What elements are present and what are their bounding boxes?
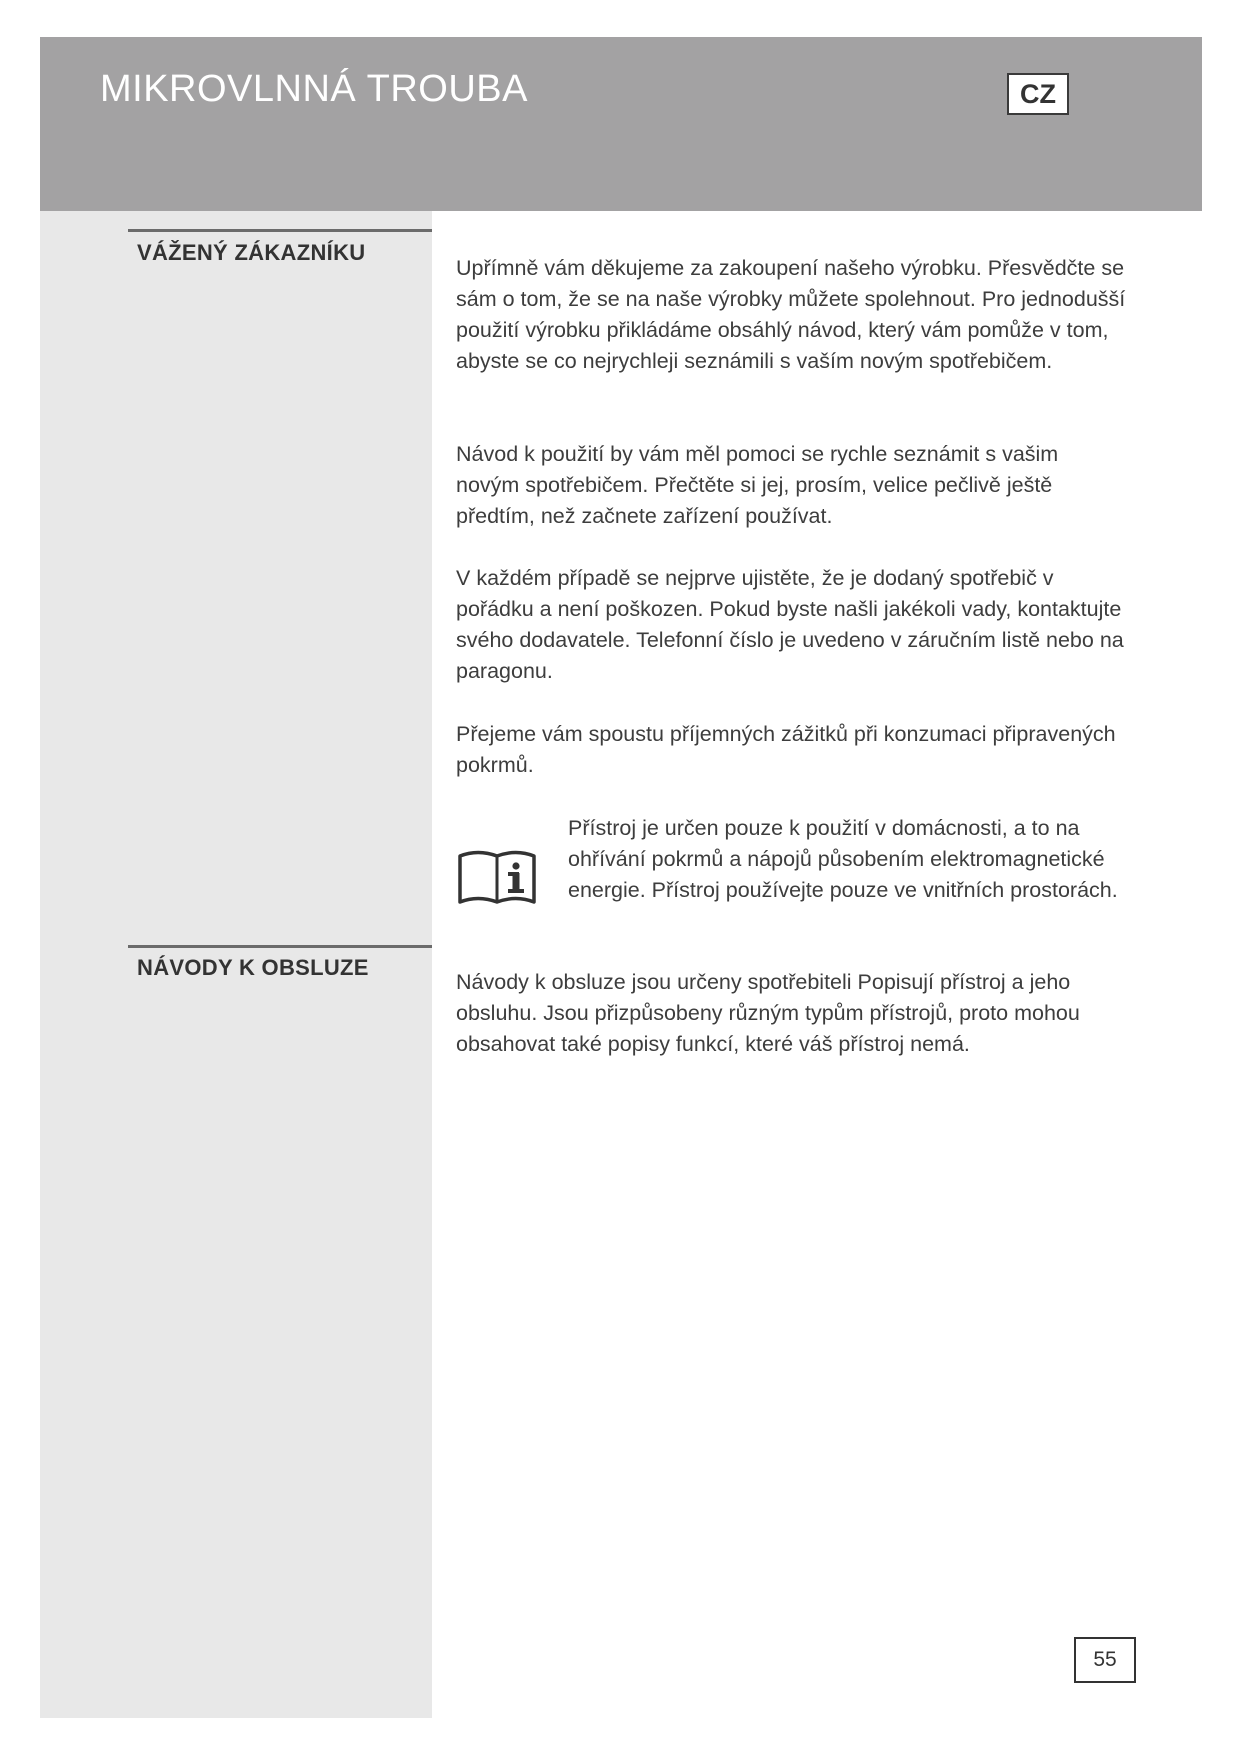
- intro-paragraph-1: Upřímně vám děkujeme za zakoupení našeho výrobku. Přesvědčte se sám o tom, že se na naše výrobky můžete spolehnout. Pro jednodušší použití výrobku přikládáme obsáhlý návod, který vám pomůže v tom, abyste se co nejrychleji seznámili s vaším novým spotřebičem.: [456, 256, 1126, 373]
- intro-paragraph-2: Návod k použití by vám měl pomoci se rychle seznámit s vašim novým spotřebičem. Přečtěte si jej, prosím, velice pečlivě ještě předtím, než začnete zařízení používat.: [456, 442, 1059, 528]
- intro-paragraph-4: Přejeme vám spoustu příjemných zážitků při konzumaci připravených pokrmů.: [456, 722, 1116, 777]
- page-title: MIKROVLNNÁ TROUBA: [100, 68, 528, 110]
- manuals-paragraph: Návody k obsluze jsou určeny spotřebiteli Popisují přístroj a jeho obsluhu. Jsou přizpůsobeny různým typům přístrojů, proto mohou obsahovat také popisy funkcí, které váš přístroj nemá.: [456, 970, 1080, 1056]
- section-divider: [128, 945, 432, 948]
- info-manual-icon: [456, 846, 538, 908]
- header-band: [40, 37, 1202, 211]
- section-heading-manuals: NÁVODY K OBSLUZE: [137, 955, 369, 980]
- section-heading-customer: VÁŽENÝ ZÁKAZNÍKU: [137, 240, 366, 265]
- page-number: 55: [1074, 1637, 1136, 1683]
- section-divider: [128, 229, 432, 232]
- usage-notice-text: Přístroj je určen pouze k použití v domácnosti, a to na ohřívání pokrmů a nápojů působením elektromagnetické energie. Přístroj používejte pouze ve vnitřních prostorách.: [568, 816, 1118, 902]
- language-badge: CZ: [1007, 73, 1069, 115]
- intro-paragraph-3: V každém případě se nejprve ujistěte, že je dodaný spotřebič v pořádku a není poškozen. Pokud byste našli jakékoli vady, kontaktujte svého dodavatele. Telefonní číslo je uvedeno v záručním listě nebo na paragonu.: [456, 566, 1124, 683]
